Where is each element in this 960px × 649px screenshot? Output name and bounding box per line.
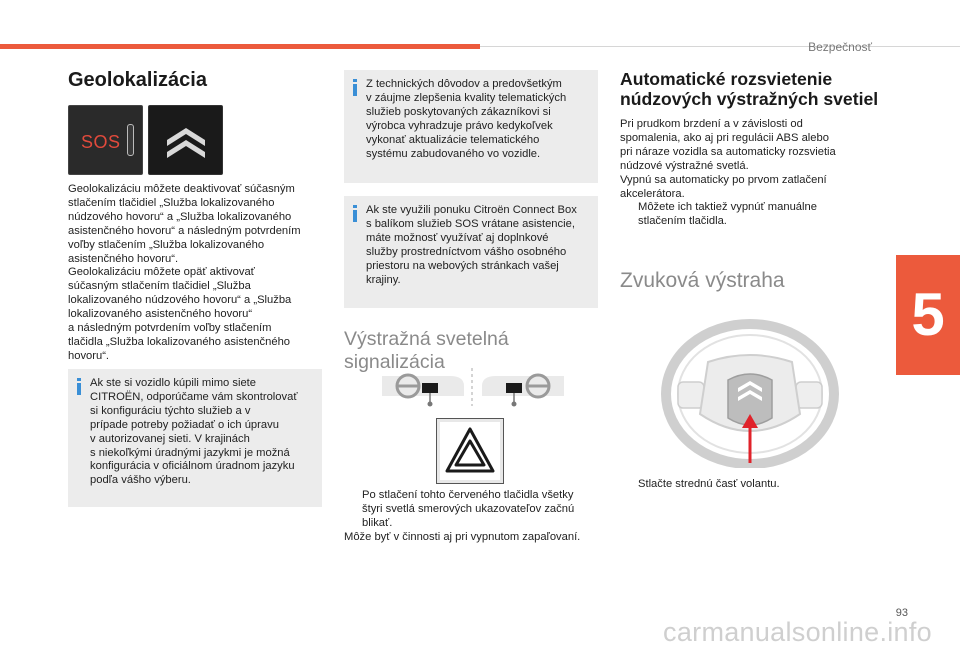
auto-hazard-paragraph: Pri prudkom brzdení a v závislosti od spomalenia, ako aj pri regulácii ABS alebo pri náraze vozidla sa automaticky rozsvietia núdzové výstražné svetlá. Vypnú sa automaticky po prvom zatlačení akcelerátora. <box>620 118 836 200</box>
info-note-updates <box>344 70 598 183</box>
note-connect-box-text: Ak ste využili ponuku Citroën Connect Box s balíkom služieb SOS vrátane asistencie, máte možnosť využívať aj doplnkové služby prostredníctvom vášho osobného priestoru na webových stránkach vašej krajiny. <box>366 204 577 286</box>
geolocation-title: Geolokalizácia <box>68 69 207 91</box>
hazard-triangle-icon <box>437 419 503 483</box>
horn-title: Zvuková výstraha <box>620 269 785 292</box>
info-icon <box>351 79 359 96</box>
hazard-lights-title: Výstražná svetelná signalizácia <box>344 328 509 373</box>
section-label: Bezpečnosť <box>808 40 872 54</box>
info-note-connect-box <box>344 196 598 308</box>
note-network-text: Ak ste si vozidlo kúpili mimo siete CITROËN, odporúčame vám skontrolovať si konfiguráciu týchto služieb a v prípade potreby požiadať o ich úpravu v autorizovanej sieti. V krajinách s niekoľkými úradnými jazykmi je možná konfigurácia v oficiálnom úradnom jazyku podľa vášho výberu. <box>90 377 298 487</box>
sos-button-image <box>68 105 143 175</box>
header-accent-bar <box>0 44 480 49</box>
header-rule <box>480 46 960 47</box>
hazard-bullet-text: Po stlačení tohto červeného tlačidla všetky štyri svetlá smerových ukazovateľov začnú blikať. <box>362 489 575 529</box>
note-updates-text: Z technických dôvodov a predovšetkým v záujme zlepšenia kvality telematických služieb poskytovaných zákazníkovi si výrobca vyhradzuje právo kedykoľvek vykonať aktualizácie telematického systému zabudovaného vo vozidle. <box>366 78 567 160</box>
horn-bullet-text: Stlačte strednú časť volantu. <box>638 478 780 490</box>
page-number: 93 <box>895 607 908 619</box>
hazard-instructions <box>344 489 606 545</box>
auto-hazard-content <box>620 118 882 229</box>
bullet-item <box>344 489 606 531</box>
hazard-button-image <box>436 418 504 484</box>
geolocation-paragraph: Geolokalizáciu môžete deaktivovať súčasným stlačením tlačidiel „Služba lokalizovaného núdzového hovoru“ a „Služba lokalizovaného asistenčného hovoru“ a následným potvrdením voľby stlačením „Služba lokalizovaného asistenčného hovoru“. Geolokalizáciu môžete opäť aktivovať súčasným stlačením tlačidiel „Služba lokalizovaného núdzového hovoru“ a „Služba lokalizovaného asistenčného hovoru“ a následným potvrdením voľby stlačením tlačidla „Služba lokalizovaného asistenčného hovoru“. <box>68 183 301 362</box>
info-icon <box>75 378 83 395</box>
assistance-button-image <box>148 105 223 175</box>
watermark: carmanualsonline.info <box>663 617 932 647</box>
horn-bullet <box>620 478 882 492</box>
info-icon <box>351 205 359 222</box>
hazard-after-text: Môže byť v činnosti aj pri vypnutom zapaľovaní. <box>344 530 581 543</box>
chapter-number: 5 <box>911 281 945 348</box>
bullet-item <box>620 201 882 229</box>
dashboard-illustration <box>378 366 568 408</box>
chapter-tab <box>896 255 960 375</box>
citroen-chevrons-icon <box>149 106 224 176</box>
auto-hazard-title: Automatické rozsvietenie núdzových výstražných svetiel <box>620 69 879 109</box>
steering-wheel-illustration <box>660 318 840 468</box>
sos-label: SOS <box>81 132 121 152</box>
info-note-network <box>68 369 322 507</box>
sos-cover-slot <box>127 124 134 156</box>
auto-hazard-bullet: Môžete ich taktiež vypnúť manuálne stlačením tlačidla. <box>638 201 817 228</box>
